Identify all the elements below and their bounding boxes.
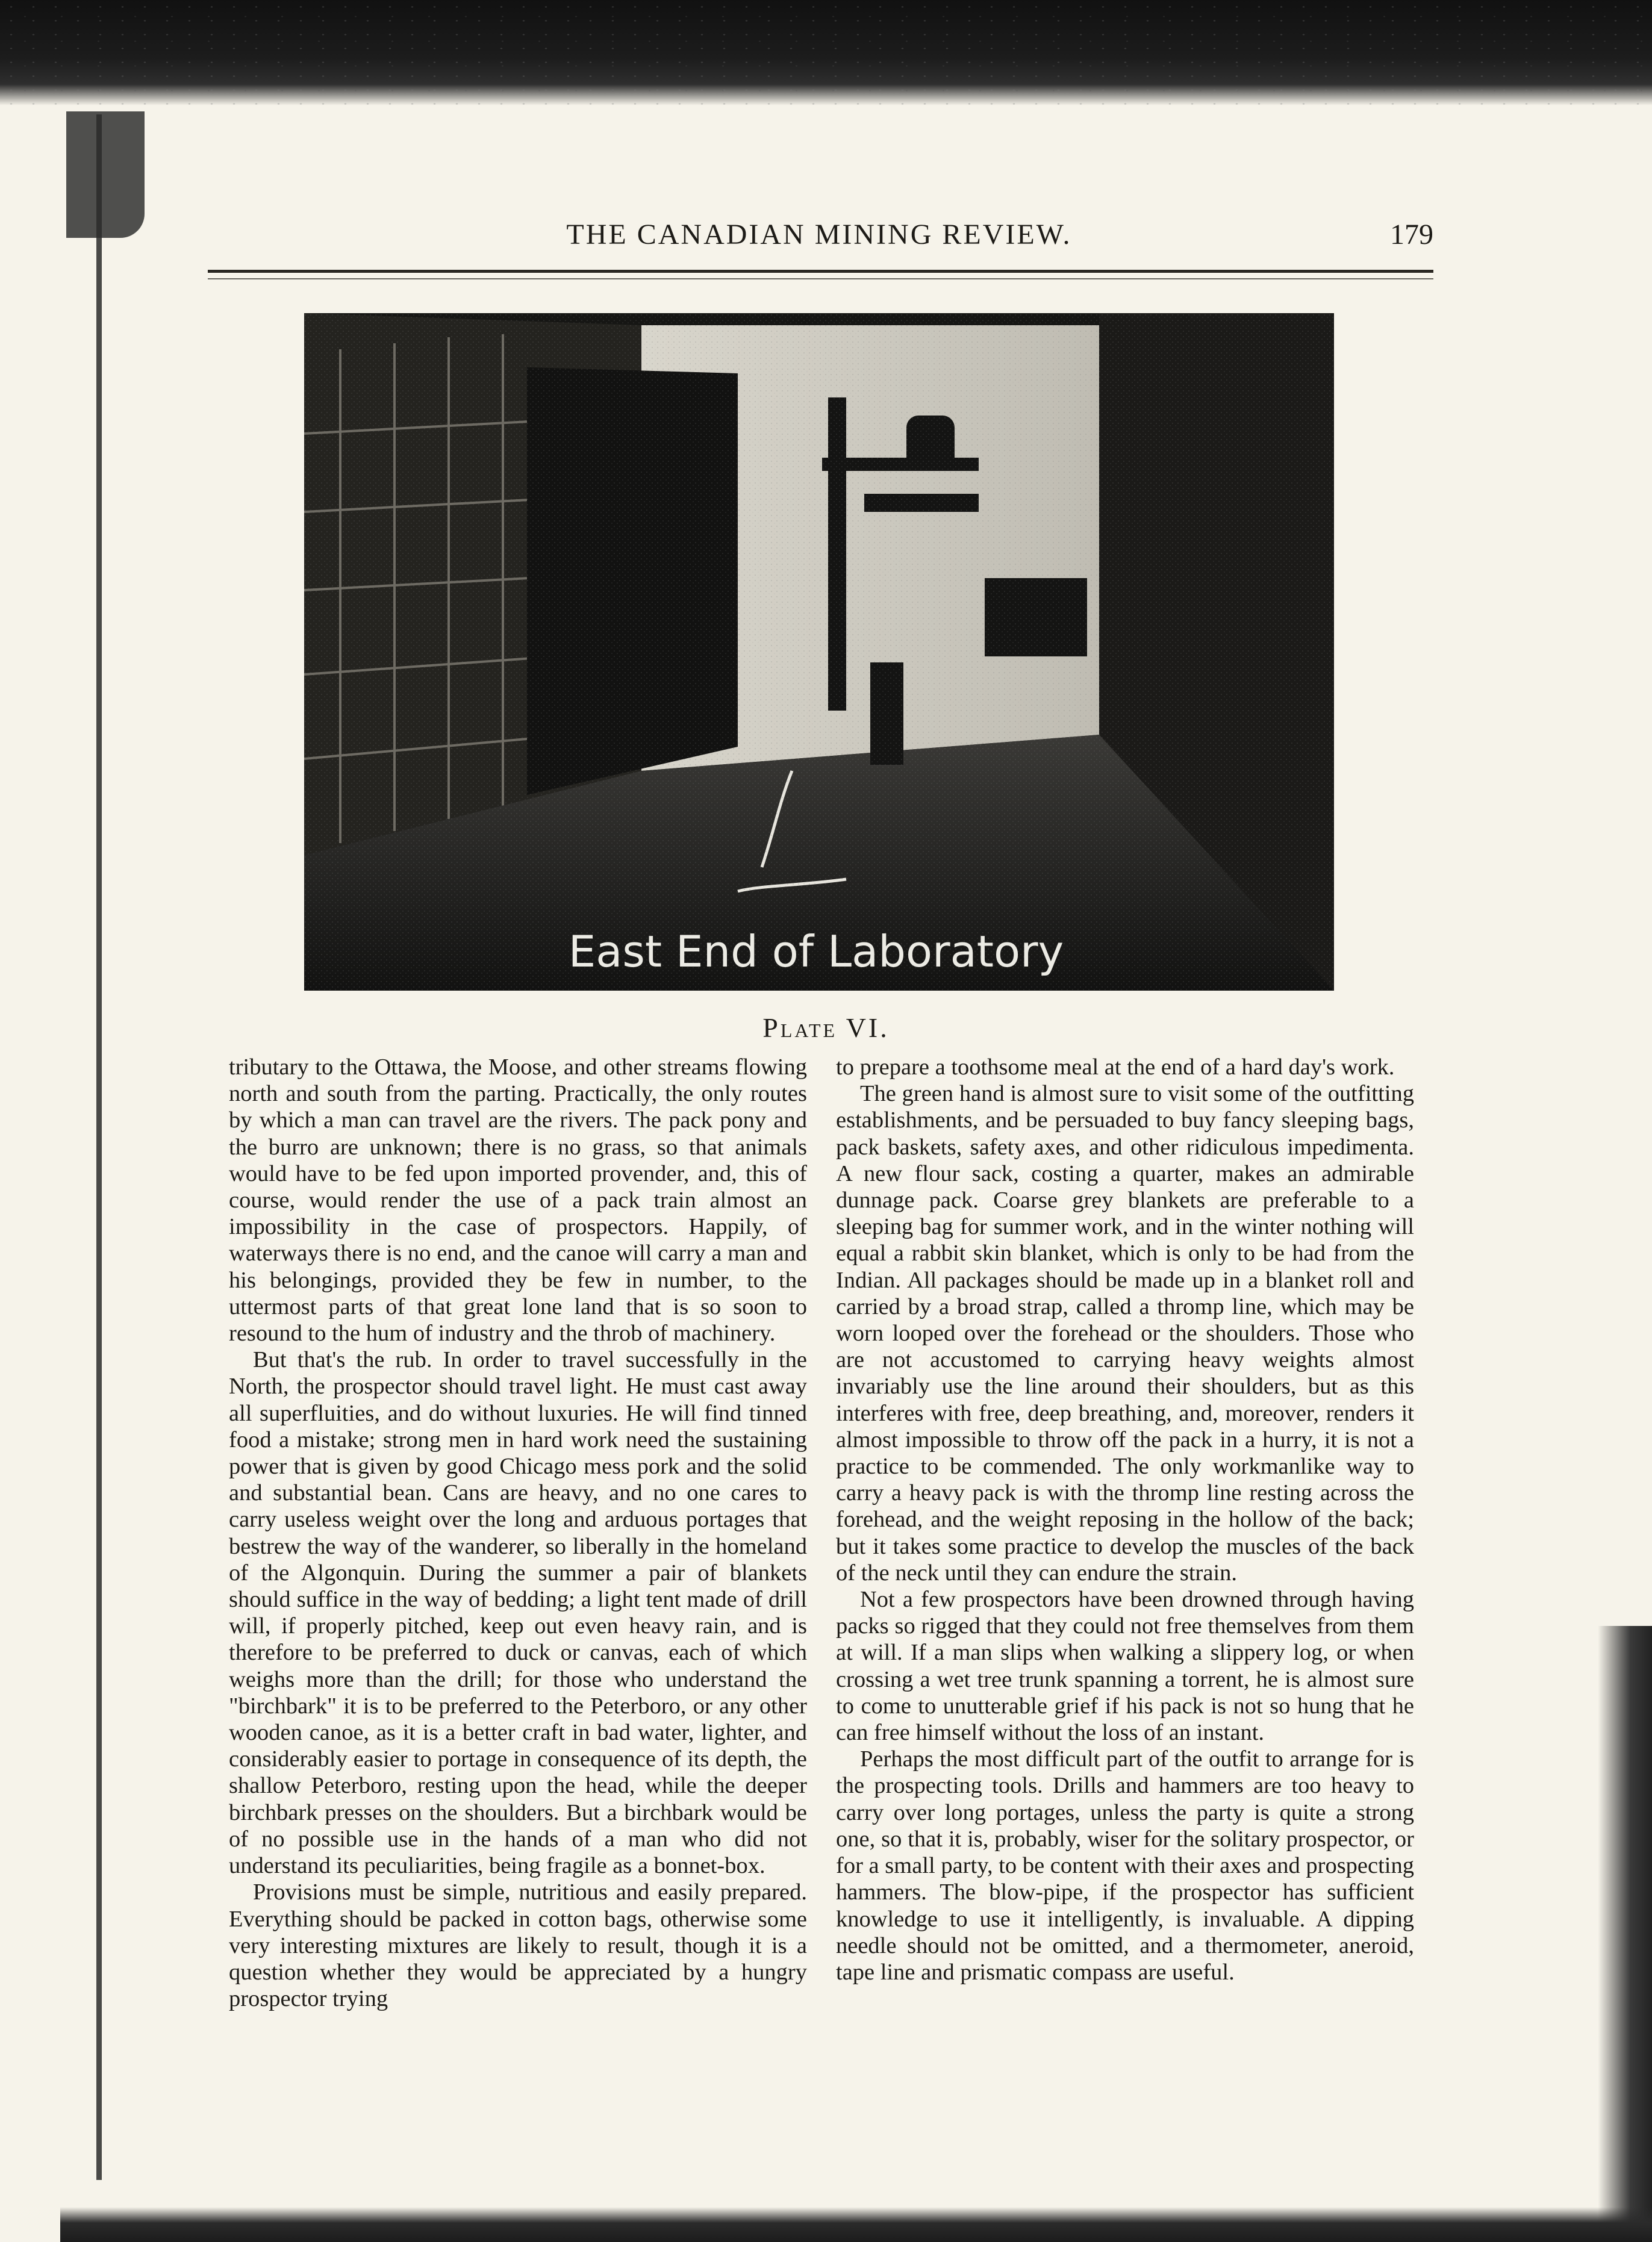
scan-bottom-band [60, 2207, 1652, 2242]
paragraph: tributary to the Ottawa, the Moose, and other streams flowing north and south from the parting. Practically, the only routes by which a man can travel are the rivers. The pack pony and the burro are unknown; there is no grass, so that animals would have to be fed upon imported provender, and, this of course, would render the use of a pack train almost an impossibility in the case of prospectors. Happily, of waterways there is no end, and the canoe will carry a man and his belongings, provided they be few in number, to the uttermost parts of that great lone land that is so soon to resound to the hum of industry and the throb of machinery. [229, 1054, 807, 1347]
photo-caption: East End of Laboratory [568, 926, 1064, 977]
paragraph: Not a few prospectors have been drowned through having packs so rigged that they could not free themselves from them at will. If a man slips when walking a slippery log, or when crossing a wet tree trunk spanning a torrent, he is almost sure to come to unutterable grief if his pack is not so hung that he can free himself without the loss of an instant. [836, 1587, 1414, 1746]
plate-label: Plate VI. [762, 1012, 890, 1043]
header-rule-thick [208, 270, 1433, 273]
paragraph: to prepare a toothsome meal at the end of a hard day's work. [836, 1054, 1395, 1080]
running-head [205, 218, 1433, 266]
paragraph: Provisions must be simple, nutritious and easily prepared. Everything should be packed in cotton bags, otherwise some very interesting mixtures are likely to result, though it is a question whether they would be appreciated by a hungry prospector trying [229, 1879, 807, 2012]
scan-top-band [0, 0, 1652, 105]
paragraph: But that's the rub. In order to travel successfully in the North, the prospector should travel light. He must cast away all superfluities, and do without luxuries. He will find tinned food a mistake; strong men in hard work need the sustaining power that is given by good Chicago mess pork and the solid and substantial bean. Cans are heavy, and no one cares to carry useless weight over the long and arduous portages that bestrew the way of the wanderer, so liberally in the homeland of the Algonquin. During the summer a pair of blankets should suffice in the way of bedding; a light tent made of drill will, if properly pitched, keep out even heavy rain, and is therefore to be preferred to duck or canvas, each of which weighs more than the drill; for those who understand the "birchbark" it is to be preferred to the Peterboro, or any other wooden canoe, as it is a better craft in bad water, lighter, and considerably easier to portage in consequence of its depth, the shallow Peterboro, resting upon the head, while the deeper birchbark presses on the shoulders. But a birchbark would be of no possible use in the hands of a man who did not understand its peculiarities, being fragile as a bonnet-box. [229, 1347, 807, 1879]
scan-right-edge [1598, 1626, 1652, 2242]
laboratory-photo-illustration [304, 313, 1334, 991]
text-column-left [229, 1054, 807, 2186]
scan-left-blob [66, 111, 145, 238]
page-number: 179 [1390, 219, 1433, 251]
journal-title: THE CANADIAN MINING REVIEW. [566, 219, 1072, 251]
plate-photograph [304, 313, 1334, 991]
scan-left-margin-line [96, 114, 102, 2180]
text-column-right [836, 1054, 1414, 2186]
header-rule-thin [208, 278, 1433, 279]
paragraph: The green hand is almost sure to visit some of the outfitting establishments, and be persuaded to buy fancy sleeping bags, pack baskets, safety axes, and other ridiculous impedimenta. A new flour sack, costing a quarter, makes an admirable dunnage pack. Coarse grey blankets are preferable to a sleeping bag for summer work, and in the winter nothing will equal a rabbit skin blanket, which is only to be had from the Indian. All packages should be made up in a blanket roll and carried by a broad strap, called a thromp line, which may be worn looped over the forehead or the shoulders. Those who are not accustomed to carrying heavy weights almost invariably use the line around their shoulders, but as this interferes with free, deep breathing, and, moreover, renders it almost impossible to throw off the pack in a hurry, it is not a practice to be commended. The only workmanlike way to carry a heavy pack is with the thromp line resting across the forehead, and the weight reposing in the hollow of the back; but it takes some practice to develop the muscles of the back of the neck until they can endure the strain. [836, 1081, 1414, 1586]
paragraph: Perhaps the most difficult part of the outfit to arrange for is the prospecting tools. Drills and hammers are too heavy to carry over long portages, unless the party is quite a strong one, so that it is, probably, wiser for the solitary prospector, or for a small party, to be content with their axes and prospecting hammers. The blow-pipe, if the prospector has sufficient knowledge to use it intelligently, is invaluable. A dipping needle should not be omitted, and a thermometer, aneroid, tape line and prismatic compass are useful. [836, 1746, 1414, 1985]
